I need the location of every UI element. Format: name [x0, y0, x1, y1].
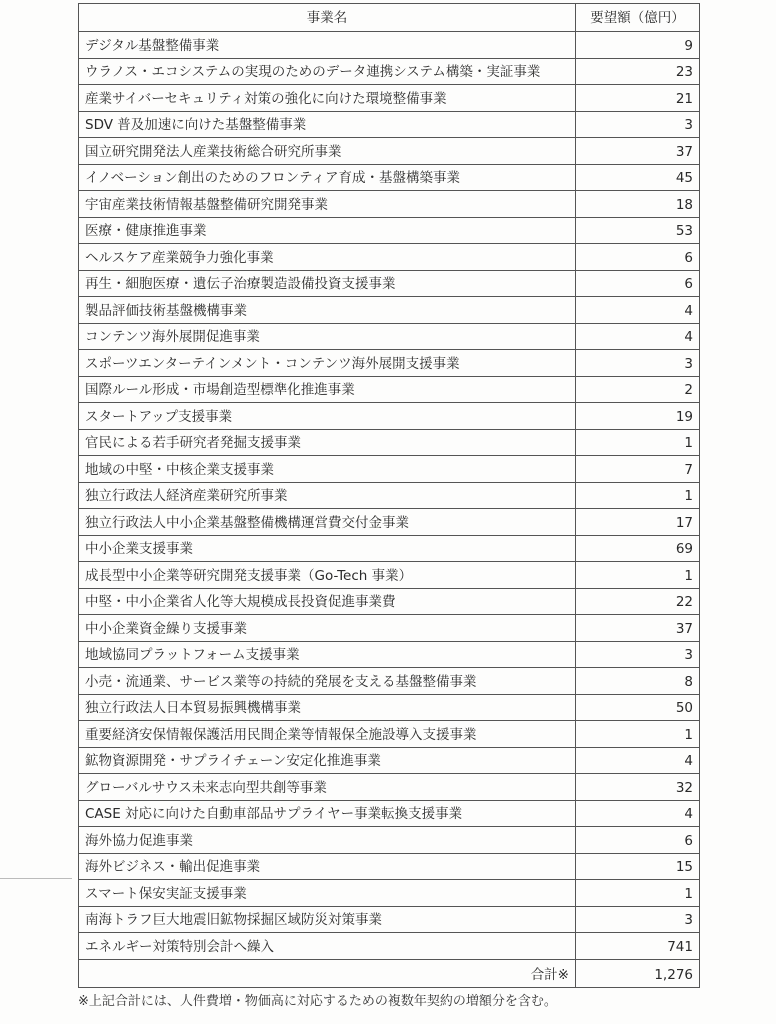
requested-amount-cell: 18 [576, 191, 700, 218]
requested-amount-cell: 7 [576, 456, 700, 483]
requested-amount-cell: 1 [576, 562, 700, 589]
project-name-cell: 産業サイバーセキュリティ対策の強化に向けた環境整備事業 [79, 85, 576, 112]
requested-amount-cell: 741 [576, 933, 700, 960]
table-row [79, 429, 700, 456]
project-name-cell: スポーツエンターテインメント・コンテンツ海外展開支援事業 [79, 350, 576, 377]
table-row [79, 641, 700, 668]
project-name-cell: 独立行政法人日本貿易振興機構事業 [79, 694, 576, 721]
requested-amount-cell: 37 [576, 138, 700, 165]
table-row [79, 58, 700, 85]
table-row [79, 164, 700, 191]
table-row [79, 774, 700, 801]
table-row [79, 376, 700, 403]
requested-amount-cell: 22 [576, 588, 700, 615]
requested-amount-cell: 3 [576, 111, 700, 138]
table-row [79, 85, 700, 112]
table-row [79, 403, 700, 430]
project-name-cell: ヘルスケア産業競争力強化事業 [79, 244, 576, 271]
project-name-cell: グローバルサウス未来志向型共創等事業 [79, 774, 576, 801]
requested-amount-cell: 32 [576, 774, 700, 801]
requested-amount-cell: 8 [576, 668, 700, 695]
total-label: 合計※ [79, 959, 576, 987]
requested-amount-cell: 53 [576, 217, 700, 244]
project-name-cell: 国立研究開発法人産業技術総合研究所事業 [79, 138, 576, 165]
project-name-cell: 製品評価技術基盤機構事業 [79, 297, 576, 324]
requested-amount-cell: 3 [576, 641, 700, 668]
table-row [79, 827, 700, 854]
table-row [79, 323, 700, 350]
project-name-cell: 独立行政法人経済産業研究所事業 [79, 482, 576, 509]
requested-amount-cell: 6 [576, 270, 700, 297]
project-name-cell: 中小企業支援事業 [79, 535, 576, 562]
table-row [79, 588, 700, 615]
project-name-cell: ウラノス・エコシステムの実現のためのデータ連携システム構築・実証事業 [79, 58, 576, 85]
project-name-cell: スマート保安実証支援事業 [79, 880, 576, 907]
table-row [79, 880, 700, 907]
project-name-cell: デジタル基盤整備事業 [79, 32, 576, 59]
footnote: ※上記合計には、人件費増・物価高に対応するための複数年契約の増額分を含む。 [78, 994, 557, 1009]
requested-amount-cell: 1 [576, 721, 700, 748]
table-row [79, 270, 700, 297]
requested-amount-cell: 23 [576, 58, 700, 85]
requested-amount-cell: 4 [576, 323, 700, 350]
table-header-row [79, 4, 700, 32]
requested-amount-cell: 2 [576, 376, 700, 403]
table-row [79, 350, 700, 377]
requested-amount-cell: 69 [576, 535, 700, 562]
column-header-requested-amount: 要望額（億円） [576, 4, 700, 32]
table-row [79, 721, 700, 748]
table-row [79, 906, 700, 933]
project-name-cell: 地域協同プラットフォーム支援事業 [79, 641, 576, 668]
table-row [79, 509, 700, 536]
project-name-cell: CASE 対応に向けた自動車部品サプライヤー事業転換支援事業 [79, 800, 576, 827]
project-name-cell: 独立行政法人中小企業基盤整備機構運営費交付金事業 [79, 509, 576, 536]
table-row [79, 853, 700, 880]
project-name-cell: 中小企業資金繰り支援事業 [79, 615, 576, 642]
requested-amount-cell: 6 [576, 827, 700, 854]
project-name-cell: 海外ビジネス・輸出促進事業 [79, 853, 576, 880]
table-row [79, 615, 700, 642]
project-name-cell: 海外協力促進事業 [79, 827, 576, 854]
project-name-cell: 成長型中小企業等研究開発支援事業（Go-Tech 事業） [79, 562, 576, 589]
table-row [79, 297, 700, 324]
project-name-cell: 南海トラフ巨大地震旧鉱物採掘区域防災対策事業 [79, 906, 576, 933]
project-name-cell: SDV 普及加速に向けた基盤整備事業 [79, 111, 576, 138]
project-name-cell: 地域の中堅・中核企業支援事業 [79, 456, 576, 483]
table-row [79, 535, 700, 562]
project-name-cell: スタートアップ支援事業 [79, 403, 576, 430]
requested-amount-cell: 3 [576, 906, 700, 933]
project-name-cell: 再生・細胞医療・遺伝子治療製造設備投資支援事業 [79, 270, 576, 297]
table-row [79, 32, 700, 59]
table-row [79, 111, 700, 138]
requested-amount-cell: 17 [576, 509, 700, 536]
scan-artifact-line [0, 878, 72, 879]
project-name-cell: 医療・健康推進事業 [79, 217, 576, 244]
table-row [79, 244, 700, 271]
table-row [79, 668, 700, 695]
budget-request-table [78, 3, 700, 988]
project-name-cell: 重要経済安保情報保護活用民間企業等情報保全施設導入支援事業 [79, 721, 576, 748]
project-name-cell: コンテンツ海外展開促進事業 [79, 323, 576, 350]
requested-amount-cell: 1 [576, 880, 700, 907]
project-name-cell: 官民による若手研究者発掘支援事業 [79, 429, 576, 456]
requested-amount-cell: 50 [576, 694, 700, 721]
table-row [79, 191, 700, 218]
table-row [79, 694, 700, 721]
requested-amount-cell: 1 [576, 429, 700, 456]
requested-amount-cell: 21 [576, 85, 700, 112]
table-row [79, 562, 700, 589]
table-row [79, 138, 700, 165]
requested-amount-cell: 3 [576, 350, 700, 377]
requested-amount-cell: 37 [576, 615, 700, 642]
requested-amount-cell: 45 [576, 164, 700, 191]
requested-amount-cell: 6 [576, 244, 700, 271]
requested-amount-cell: 15 [576, 853, 700, 880]
requested-amount-cell: 9 [576, 32, 700, 59]
total-value: 1,276 [576, 959, 700, 987]
requested-amount-cell: 19 [576, 403, 700, 430]
table-row [79, 482, 700, 509]
column-header-project-name: 事業名 [79, 4, 576, 32]
requested-amount-cell: 1 [576, 482, 700, 509]
project-name-cell: 宇宙産業技術情報基盤整備研究開発事業 [79, 191, 576, 218]
total-row [79, 959, 700, 987]
table-row [79, 456, 700, 483]
project-name-cell: イノベーション創出のためのフロンティア育成・基盤構築事業 [79, 164, 576, 191]
table-row [79, 747, 700, 774]
project-name-cell: エネルギー対策特別会計へ繰入 [79, 933, 576, 960]
project-name-cell: 鉱物資源開発・サプライチェーン安定化推進事業 [79, 747, 576, 774]
table-row [79, 217, 700, 244]
table-row [79, 800, 700, 827]
project-name-cell: 中堅・中小企業省人化等大規模成長投資促進事業費 [79, 588, 576, 615]
table-body [79, 32, 700, 960]
requested-amount-cell: 4 [576, 800, 700, 827]
project-name-cell: 小売・流通業、サービス業等の持続的発展を支える基盤整備事業 [79, 668, 576, 695]
requested-amount-cell: 4 [576, 297, 700, 324]
project-name-cell: 国際ルール形成・市場創造型標準化推進事業 [79, 376, 576, 403]
requested-amount-cell: 4 [576, 747, 700, 774]
table-row [79, 933, 700, 960]
